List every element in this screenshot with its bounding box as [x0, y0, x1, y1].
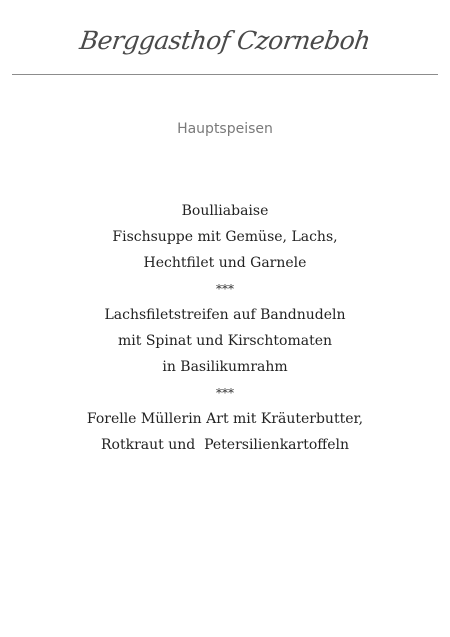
header-divider [12, 74, 438, 75]
menu-item-description: Hechtfilet und Garnele [143, 255, 307, 271]
menu-list [0, 198, 450, 458]
menu-item-description: Fischsuppe mit Gemüse, Lachs, [112, 229, 338, 245]
menu-separator: *** [216, 282, 234, 296]
menu-item-description: Rotkraut und Petersilienkartoffeln [100, 437, 349, 453]
menu-item: Boulliabaise [181, 203, 269, 219]
menu-item: Lachsfiletstreifen auf Bandnudeln [104, 307, 346, 323]
brand-logo: Berggasthof Czorneboh [77, 26, 373, 55]
menu-item: Forelle Müllerin Art mit Kräuterbutter, [86, 411, 364, 427]
menu-separator: *** [216, 386, 234, 400]
section-title: Hauptspeisen [177, 121, 273, 137]
menu-item-description: in Basilikumrahm [162, 359, 288, 375]
menu-item-description: mit Spinat und Kirschtomaten [117, 333, 333, 349]
